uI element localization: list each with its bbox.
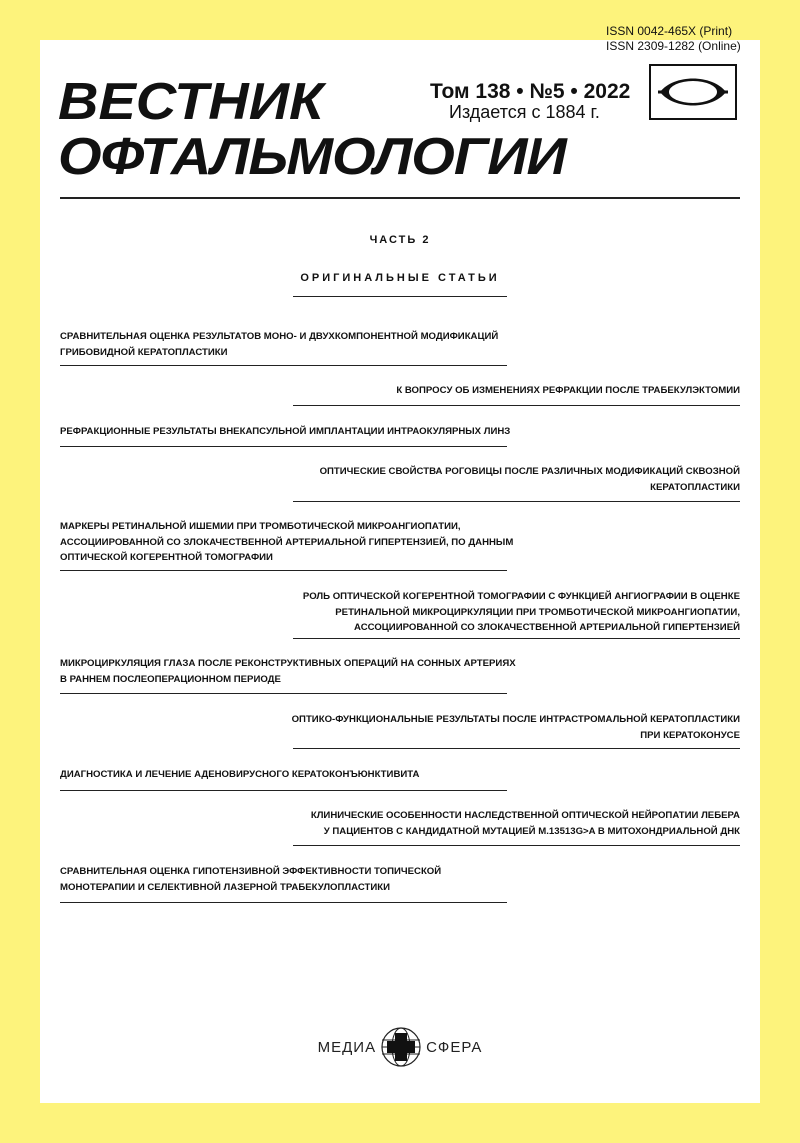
article-title-line: ОПТИЧЕСКОЙ КОГЕРЕНТНОЙ ТОМОГРАФИИ [60,552,273,563]
article-title-line: ОПТИЧЕСКИЕ СВОЙСТВА РОГОВИЦЫ ПОСЛЕ РАЗЛИЧНЫХ МОДИФИКАЦИЙ СКВОЗНОЙ [319,466,740,477]
article-title[interactable] [60,656,516,687]
article-title[interactable] [60,519,513,566]
article-divider [60,365,507,366]
article-divider [293,845,740,846]
header-divider [60,197,740,199]
article-title[interactable] [292,712,740,743]
article-divider [293,638,740,639]
issn-block [606,24,741,54]
article-divider [60,902,507,903]
article-title-line: У ПАЦИЕНТОВ С КАНДИДАТНОЙ МУТАЦИЕЙ M.13513G>A В МИТОХОНДРИАЛЬНОЙ ДНК [323,825,740,837]
article-title[interactable] [60,329,498,360]
article-title-line: КЛИНИЧЕСКИЕ ОСОБЕННОСТИ НАСЛЕДСТВЕННОЙ ОПТИЧЕСКОЙ НЕЙРОПАТИИ ЛЕБЕРА [310,810,740,821]
article-divider [60,790,507,791]
article-title[interactable] [311,808,740,839]
article-title-line: АССОЦИИРОВАННОЙ СО ЗЛОКАЧЕСТВЕННОЙ АРТЕРИАЛЬНОЙ ГИПЕРТЕНЗИЕЙ [354,622,740,633]
publisher-name-right: СФЕРА [426,1038,483,1056]
section-divider [293,296,507,297]
article-title-line: К ВОПРОСУ ОБ ИЗМЕНЕНИЯХ РЕФРАКЦИИ ПОСЛЕ ТРАБЕКУЛЭКТОМИИ [396,385,740,396]
article-title-line: ГРИБОВИДНОЙ КЕРАТОПЛАСТИКИ [60,346,228,358]
article-title-line: КЕРАТОПЛАСТИКИ [650,481,740,493]
article-title-line: СРАВНИТЕЛЬНАЯ ОЦЕНКА ГИПОТЕНЗИВНОЙ ЭФФЕКТИВНОСТИ ТОПИЧЕСКОЙ [60,866,442,877]
article-title-line: ПРИ КЕРАТОКОНУСЕ [640,729,740,741]
article-title-line: МОНОТЕРАПИИ И СЕЛЕКТИВНОЙ ЛАЗЕРНОЙ ТРАБЕКУЛОПЛАСТИКИ [60,881,391,893]
publisher-name-left: МЕДИА [317,1038,377,1056]
eye-icon [656,72,730,112]
article-title-line: ДИАГНОСТИКА И ЛЕЧЕНИЕ АДЕНОВИРУСНОГО КЕРАТОКОНЪЮНКТИВИТА [60,769,420,780]
article-title[interactable] [60,864,441,895]
published-since: Издается с 1884 г. [449,102,600,122]
article-title-line: ОПТИКО-ФУНКЦИОНАЛЬНЫЕ РЕЗУЛЬТАТЫ ПОСЛЕ ИНТРАСТРОМАЛЬНОЙ КЕРАТОПЛАСТИКИ [291,714,740,725]
article-title-line: РЕФРАКЦИОННЫЕ РЕЗУЛЬТАТЫ ВНЕКАПСУЛЬНОЙ ИМПЛАНТАЦИИ ИНТРАОКУЛЯРНЫХ ЛИНЗ [60,426,511,437]
article-title-line: АССОЦИИРОВАННОЙ СО ЗЛОКАЧЕСТВЕННОЙ АРТЕРИАЛЬНОЙ ГИПЕРТЕНЗИЕЙ, ПО ДАННЫМ [60,536,514,548]
article-title-line: МАРКЕРЫ РЕТИНАЛЬНОЙ ИШЕМИИ ПРИ ТРОМБОТИЧЕСКОЙ МИКРОАНГИОПАТИИ, [60,521,461,532]
article-title-line: СРАВНИТЕЛЬНАЯ ОЦЕНКА РЕЗУЛЬТАТОВ МОНО- И ДВУХКОМПОНЕНТНОЙ МОДИФИКАЦИЙ [60,331,499,342]
journal-title-line-2: ОФТАЛЬМОЛОГИИ [58,127,566,186]
issn-online: ISSN 2309-1282 (Online) [606,39,741,53]
section-heading: ОРИГИНАЛЬНЫЕ СТАТЬИ [300,272,500,284]
article-title-line: РЕТИНАЛЬНОЙ МИКРОЦИРКУЛЯЦИИ ПРИ ТРОМБОТИЧЕСКОЙ МИКРОАНГИОПАТИИ, [335,606,740,618]
article-title[interactable] [60,424,510,440]
article-divider [293,748,740,749]
article-title-line: МИКРОЦИРКУЛЯЦИЯ ГЛАЗА ПОСЛЕ РЕКОНСТРУКТИВНЫХ ОПЕРАЦИЙ НА СОННЫХ АРТЕРИЯХ [60,658,516,669]
volume-issue-year: Том 138 • №5 • 2022 [430,80,631,103]
article-divider [60,446,507,447]
article-title-line: В РАННЕМ ПОСЛЕОПЕРАЦИОННОМ ПЕРИОДЕ [60,673,281,685]
cover-page [40,40,760,1103]
article-divider [293,501,740,502]
article-title[interactable] [320,464,740,495]
article-title[interactable] [60,767,419,783]
journal-title-line-1: ВЕСТНИК [58,72,324,131]
article-title-line: РОЛЬ ОПТИЧЕСКОЙ КОГЕРЕНТНОЙ ТОМОГРАФИИ С ФУНКЦИЕЙ АНГИОГРАФИИ В ОЦЕНКЕ [302,591,740,602]
publisher-logo [308,1024,492,1070]
article-divider [60,693,507,694]
logo-box [649,64,737,120]
article-title[interactable] [303,589,740,636]
article-divider [293,405,740,406]
article-divider [60,570,507,571]
part-label: ЧАСТЬ 2 [369,234,431,246]
issn-print: ISSN 0042-465X (Print) [606,24,733,38]
article-title[interactable] [396,383,740,399]
globe-cross-icon [378,1026,424,1068]
